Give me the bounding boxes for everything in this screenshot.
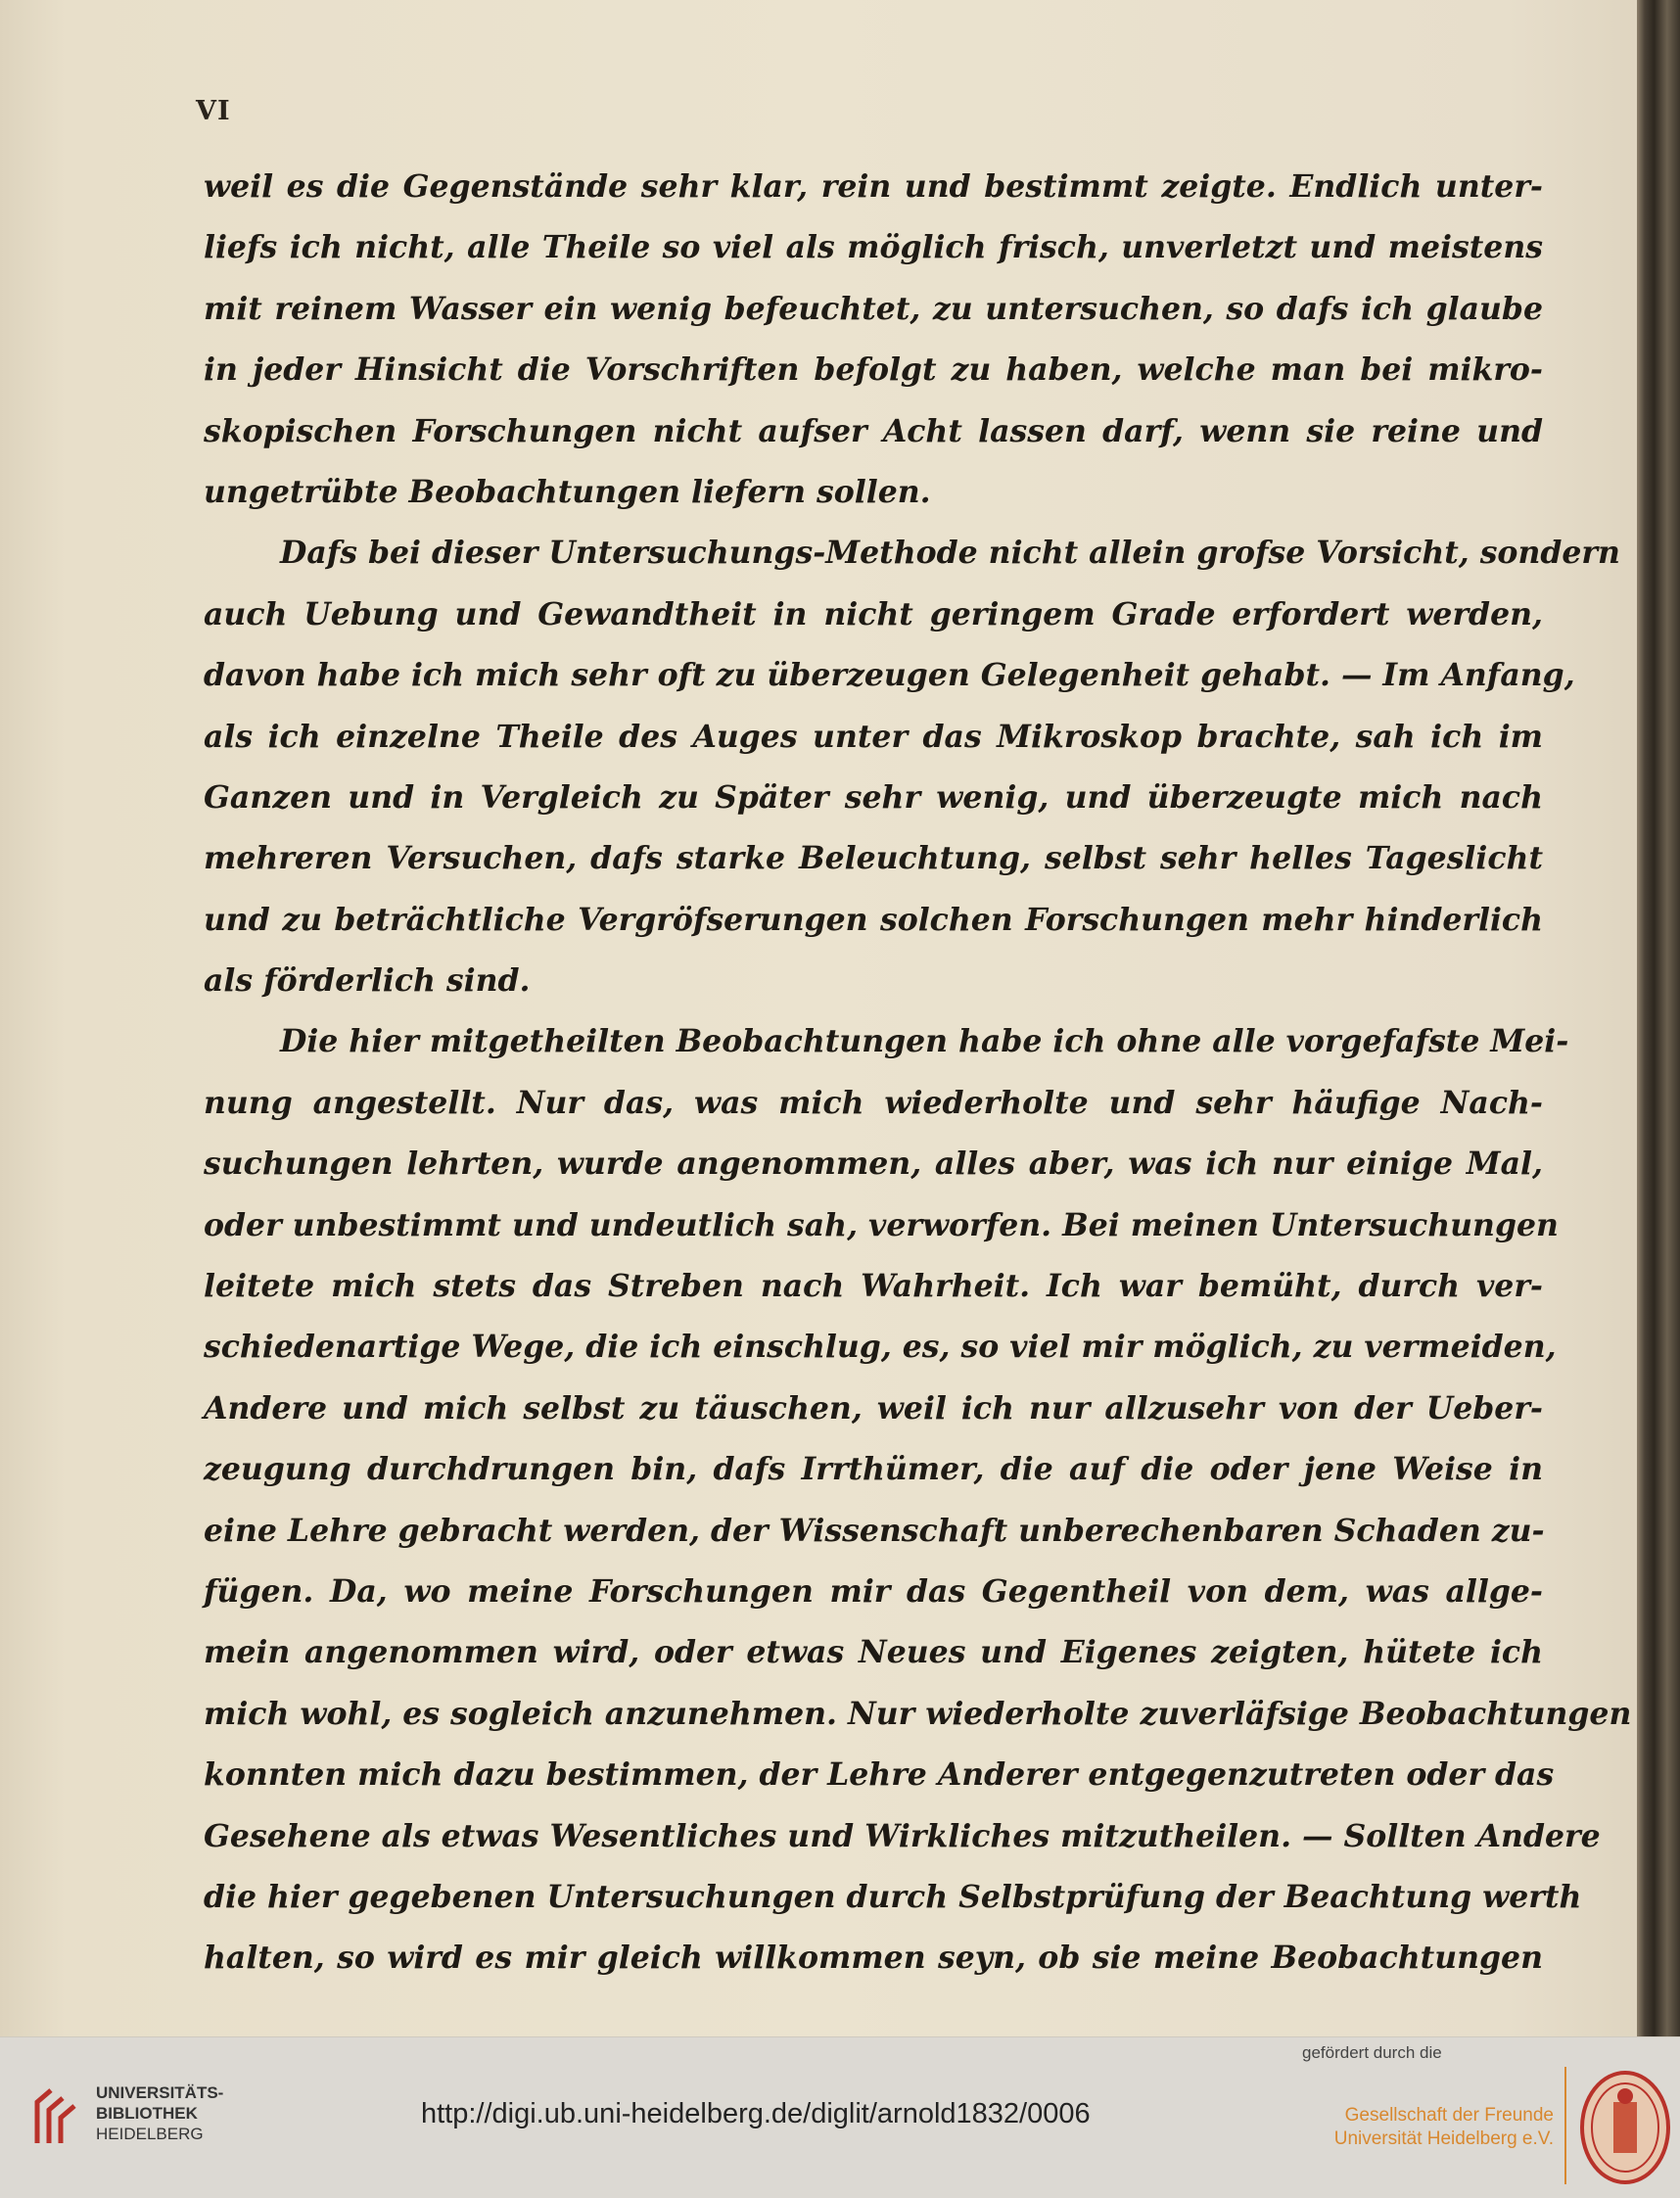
- society-name: [1293, 2104, 1554, 2151]
- text-line: Die hier mitgetheilten Beobachtungen habe ich ohne alle vorgefafste Mei-: [280, 1023, 1569, 1060]
- library-name-line2: BIBLIOTHEK: [96, 2104, 198, 2123]
- library-name-line3: HEIDELBERG: [96, 2125, 204, 2143]
- text-line: mit reinem Wasser ein wenig befeuchtet, zu untersuchen, so dafs ich glaube: [204, 290, 1543, 327]
- text-line: in jeder Hinsicht die Vorschriften befolgt zu haben, welche man bei mikro-: [204, 351, 1543, 389]
- text-line: leitete mich stets das Streben nach Wahrheit. Ich war bemüht, durch ver-: [204, 1268, 1543, 1305]
- text-line: schiedenartige Wege, die ich einschlug, es, so viel mir möglich, zu vermeiden,: [204, 1329, 1557, 1366]
- text-line: mein angenommen wird, oder etwas Neues und Eigenes zeigten, hütete ich: [204, 1634, 1543, 1671]
- text-line: ungetrübte Beobachtungen liefern sollen.: [204, 473, 931, 510]
- text-line: mich wohl, es sogleich anzunehmen. Nur wiederholte zuverläfsige Beobachtungen: [204, 1695, 1632, 1732]
- page-number: VI: [196, 96, 231, 126]
- society-name-line2: Universität Heidelberg e.V.: [1333, 2128, 1554, 2149]
- library-logo-icon: [29, 2082, 88, 2151]
- text-line: Ganzen und in Vergleich zu Später sehr wenig, und überzeugte mich nach: [204, 778, 1543, 816]
- text-line: weil es die Gegenstände sehr klar, rein und bestimmt zeigte. Endlich unter-: [204, 168, 1543, 205]
- text-line: Gesehene als etwas Wesentliches und Wirkliches mitzutheilen. — Sollten Andere: [204, 1817, 1601, 1854]
- text-line: skopischen Forschungen nicht aufser Acht lassen darf, wenn sie reine und: [204, 412, 1543, 449]
- library-name: [96, 2082, 223, 2144]
- text-line: suchungen lehrten, wurde angenommen, alles aber, was ich nur einige Mal,: [204, 1146, 1543, 1183]
- text-line: zeugung durchdrungen bin, dafs Irrthümer, die auf die oder jene Weise in: [204, 1451, 1543, 1488]
- text-line: auch Uebung und Gewandtheit in nicht geringem Grade erfordert werden,: [204, 595, 1543, 632]
- text-line: als ich einzelne Theile des Auges unter das Mikroskop brachte, sah ich im: [204, 718, 1543, 755]
- text-line: die hier gegebenen Untersuchungen durch Selbstprüfung der Beachtung werth: [204, 1878, 1582, 1915]
- text-line: halten, so wird es mir gleich willkommen seyn, ob sie meine Beobachtungen: [204, 1940, 1543, 1977]
- footer-bar: [0, 2036, 1680, 2198]
- text-line: eine Lehre gebracht werden, der Wissenschaft unberechenbaren Schaden zu-: [204, 1512, 1545, 1549]
- library-name-line1: UNIVERSITÄTS-: [96, 2083, 224, 2102]
- text-line: und zu beträchtliche Vergröfserungen solchen Forschungen mehr hinderlich: [204, 901, 1543, 938]
- text-line: oder unbestimmt und undeutlich sah, verworfen. Bei meinen Untersuchungen: [204, 1206, 1559, 1243]
- text-line: Dafs bei dieser Untersuchungs-Methode nicht allein grofse Vorsicht, sondern: [280, 535, 1620, 572]
- text-line: konnten mich dazu bestimmen, der Lehre Anderer entgegenzutreten oder das: [204, 1756, 1555, 1794]
- university-seal-icon: [1578, 2069, 1672, 2186]
- footer-divider: [1564, 2067, 1566, 2184]
- society-name-line1: Gesellschaft der Freunde: [1344, 2105, 1554, 2126]
- text-line: mehreren Versuchen, dafs starke Beleuchtung, selbst sehr helles Tageslicht: [204, 840, 1543, 877]
- body-text: [204, 157, 1632, 1989]
- page-edge: [1637, 0, 1680, 2036]
- text-line: als förderlich sind.: [204, 962, 531, 1000]
- text-line: Andere und mich selbst zu täuschen, weil ich nur allzusehr von der Ueber-: [204, 1389, 1543, 1426]
- text-line: nung angestellt. Nur das, was mich wiederholte und sehr häufige Nach-: [204, 1084, 1543, 1121]
- text-line: fügen. Da, wo meine Forschungen mir das Gegentheil von dem, was allge-: [204, 1572, 1543, 1610]
- text-line: davon habe ich mich sehr oft zu überzeugen Gelegenheit gehabt. — Im Anfang,: [204, 657, 1575, 694]
- permalink-url[interactable]: http://digi.ub.uni-heidelberg.de/diglit/arnold1832/0006: [421, 2098, 1091, 2129]
- text-line: liefs ich nicht, alle Theile so viel als möglich frisch, unverletzt und meistens: [204, 229, 1543, 266]
- promoted-by-label: gefördert durch die: [1302, 2043, 1442, 2062]
